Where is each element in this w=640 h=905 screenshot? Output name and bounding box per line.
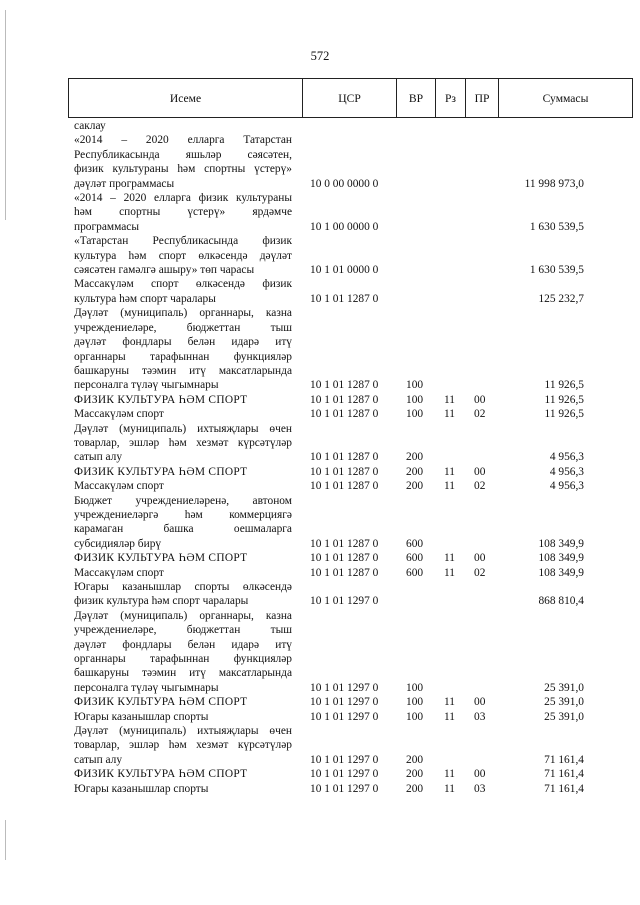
row-pr: 00 [474, 393, 486, 406]
row-name [74, 710, 292, 724]
row-vr: 100 [406, 681, 424, 694]
row-vr: 600 [406, 537, 424, 550]
row-csr: 10 1 01 1287 0 [310, 537, 379, 550]
row-vr: 100 [406, 379, 424, 392]
table-row [74, 133, 634, 191]
row-pr: 03 [474, 710, 486, 723]
table-body [74, 119, 634, 796]
table-row [74, 234, 634, 277]
row-name-line: дәүләт фондлары белән идарә итү [74, 638, 292, 651]
row-name [74, 551, 292, 565]
row-name-line: һәм спортны үстерү» ярдәмче [74, 206, 292, 219]
row-name-line: Югары казанышлар спорты [74, 710, 209, 723]
row-name-line: дәүләт программасы [74, 177, 175, 190]
table-row [74, 566, 634, 580]
row-csr: 10 1 01 1297 0 [310, 782, 379, 795]
row-vr: 100 [406, 710, 424, 723]
row-sum: 11 926,5 [544, 379, 584, 392]
row-name-line: персоналга түләү чыгымнары [74, 681, 219, 694]
table-row [74, 710, 634, 724]
table-row [74, 695, 634, 709]
table-row [74, 306, 634, 392]
row-vr: 600 [406, 552, 424, 565]
row-name-line: физик культураны һәм спортны үстерү» [74, 163, 292, 176]
table-header [68, 78, 633, 118]
row-pr: 02 [474, 408, 486, 421]
row-pr: 00 [474, 696, 486, 709]
header-name: Исеме [169, 91, 202, 105]
row-sum: 25 391,0 [544, 681, 584, 694]
header-vr: ВР [408, 91, 424, 105]
row-name-line: Дәүләт (муниципаль) ихтыяҗлары өчен [74, 725, 292, 738]
row-csr: 10 1 01 1297 0 [310, 696, 379, 709]
row-csr: 10 1 01 1287 0 [310, 393, 379, 406]
row-name-line: органнары тарафыннан функцияләр [74, 653, 292, 666]
table-row [74, 782, 634, 796]
row-csr: 10 1 01 1287 0 [310, 408, 379, 421]
row-name-line: Массакүләм спорт өлкәсендә физик [74, 278, 292, 291]
row-name-line: программасы [74, 220, 140, 233]
row-rz: 11 [444, 782, 455, 795]
row-sum: 108 349,9 [538, 537, 584, 550]
row-csr: 10 1 01 1297 0 [310, 595, 379, 608]
row-name-line: физик культура һәм спорт чаралары [74, 595, 249, 608]
row-csr: 10 1 01 1287 0 [310, 480, 379, 493]
row-name-line: органнары тарафыннан функцияләр [74, 350, 292, 363]
page-number: 572 [310, 49, 330, 63]
row-name-line: ФИЗИК КУЛЬТУРА ҺӘМ СПОРТ [74, 552, 248, 565]
row-name-line: ФИЗИК КУЛЬТУРА ҺӘМ СПОРТ [74, 696, 248, 709]
header-rz: Рз [444, 91, 457, 105]
row-vr: 200 [406, 480, 424, 493]
row-name [74, 306, 292, 392]
row-name-line: Дәүләт (муниципаль) органнары, казна [74, 609, 292, 622]
row-name-line: учреждениеләре, бюджеттан тыш [74, 321, 292, 334]
row-csr: 10 1 01 1297 0 [310, 710, 379, 723]
table-row [74, 494, 634, 552]
scan-margin-line [5, 10, 6, 220]
row-sum: 71 161,4 [544, 753, 584, 766]
row-name-line: ФИЗИК КУЛЬТУРА ҺӘМ СПОРТ [74, 465, 248, 478]
row-name [74, 767, 292, 781]
row-vr: 100 [406, 408, 424, 421]
row-name-line: товарлар, эшләр һәм хезмәт күрсәтүләр [74, 739, 292, 752]
row-csr: 10 1 01 1287 0 [310, 552, 379, 565]
row-name-line: башкаруны тәэмин итү максатларында [74, 364, 292, 377]
row-name-line: Массакүләм спорт [74, 408, 164, 421]
row-sum: 868 810,4 [538, 595, 584, 608]
row-pr: 00 [474, 768, 486, 781]
row-name-line: учреждениеләре, бюджеттан тыш [74, 624, 292, 637]
row-name-line: ФИЗИК КУЛЬТУРА ҺӘМ СПОРТ [74, 768, 248, 781]
row-name [74, 609, 292, 695]
row-name-line: культура һәм спорт өлкәсендә дәүләт [74, 249, 292, 262]
row-rz: 11 [444, 408, 455, 421]
row-pr: 00 [474, 552, 486, 565]
row-name-line: карамаган башка оешмаларга [74, 523, 292, 536]
row-csr: 10 1 00 0000 0 [310, 220, 379, 233]
row-vr: 200 [406, 753, 424, 766]
row-rz: 11 [444, 768, 455, 781]
table-row [74, 551, 634, 565]
row-csr: 10 1 01 1287 0 [310, 379, 379, 392]
row-name-line: Югары казанышлар спорты өлкәсендә [74, 581, 292, 593]
row-rz: 11 [444, 393, 455, 406]
row-rz: 11 [444, 552, 455, 565]
row-name [74, 119, 292, 133]
row-sum: 4 956,3 [549, 480, 584, 493]
row-name-line: Массакүләм спорт [74, 480, 164, 493]
row-sum: 1 630 539,5 [529, 264, 584, 277]
row-name [74, 133, 292, 191]
row-csr: 10 1 01 1287 0 [310, 465, 379, 478]
table-row [74, 465, 634, 479]
row-csr: 10 1 01 1287 0 [310, 292, 379, 305]
row-name-line: Дәүләт (муниципаль) органнары, казна [74, 307, 292, 320]
row-vr: 200 [406, 768, 424, 781]
row-sum: 11 926,5 [544, 393, 584, 406]
row-rz: 11 [444, 696, 455, 709]
row-vr: 100 [406, 696, 424, 709]
row-pr: 03 [474, 782, 486, 795]
row-sum: 125 232,7 [538, 292, 584, 305]
row-vr: 200 [406, 465, 424, 478]
row-sum: 4 956,3 [549, 451, 584, 464]
row-name-line: сатып алу [74, 451, 123, 464]
row-name [74, 422, 292, 465]
row-name [74, 566, 292, 580]
row-csr: 10 1 01 1297 0 [310, 681, 379, 694]
table-row [74, 277, 634, 306]
table-row [74, 393, 634, 407]
table-row [74, 479, 634, 493]
row-name-line: дәүләт фондлары белән идарә итү [74, 336, 292, 349]
table-row [74, 422, 634, 465]
row-sum: 71 161,4 [544, 768, 584, 781]
row-vr: 100 [406, 393, 424, 406]
row-name [74, 580, 292, 609]
row-name [74, 465, 292, 479]
row-name [74, 494, 292, 552]
row-csr: 10 1 01 1297 0 [310, 768, 379, 781]
row-sum: 11 998 973,0 [524, 177, 584, 190]
row-name [74, 695, 292, 709]
row-pr: 02 [474, 480, 486, 493]
header-pr: ПР [474, 91, 490, 105]
row-sum: 71 161,4 [544, 782, 584, 795]
row-vr: 200 [406, 782, 424, 795]
row-name-line: Дәүләт (муниципаль) ихтыяҗлары өчен [74, 422, 292, 435]
row-sum: 108 349,9 [538, 566, 584, 579]
row-name [74, 782, 292, 796]
row-name-line: Массакүләм спорт [74, 566, 164, 579]
row-name-line: «Татарстан Республикасында физик [74, 235, 292, 248]
table-row [74, 407, 634, 421]
row-name-line: башкаруны тәэмин итү максатларында [74, 667, 292, 680]
row-name [74, 407, 292, 421]
row-name-line: «2014 – 2020 елларга Татарстан [74, 134, 292, 147]
row-rz: 11 [444, 480, 455, 493]
table-row [74, 724, 634, 767]
table-row [74, 119, 634, 133]
row-csr: 10 0 00 0000 0 [310, 177, 379, 190]
row-name-line: «2014 – 2020 елларга физик культураны [74, 192, 292, 205]
table-row [74, 767, 634, 781]
row-rz: 11 [444, 566, 455, 579]
row-sum: 11 926,5 [544, 408, 584, 421]
row-name-line: культура һәм спорт чаралары [74, 292, 216, 305]
table-row [74, 191, 634, 234]
row-csr: 10 1 01 1287 0 [310, 566, 379, 579]
row-name-line: учреждениеләргә һәм коммерциягә [74, 508, 292, 521]
row-csr: 10 1 01 1297 0 [310, 753, 379, 766]
row-name-line: сәясәтен гамәлгә ашыру» төп чарасы [74, 264, 255, 277]
row-name [74, 277, 292, 306]
row-sum: 1 630 539,5 [529, 220, 584, 233]
row-name [74, 724, 292, 767]
header-sum: Суммасы [542, 91, 589, 105]
row-pr: 00 [474, 465, 486, 478]
row-name-line: ФИЗИК КУЛЬТУРА ҺӘМ СПОРТ [74, 393, 248, 406]
row-csr: 10 1 01 1287 0 [310, 451, 379, 464]
table-row [74, 609, 634, 695]
row-name-line: товарлар, эшләр һәм хезмәт күрсәтүләр [74, 436, 292, 449]
row-name [74, 393, 292, 407]
row-name-line: Югары казанышлар спорты [74, 782, 209, 795]
row-name-line: Бюджет учреждениеләренә, автоном [74, 494, 292, 507]
row-sum: 4 956,3 [549, 465, 584, 478]
row-sum: 25 391,0 [544, 710, 584, 723]
row-sum: 25 391,0 [544, 696, 584, 709]
row-name-line: сатып алу [74, 753, 123, 766]
row-rz: 11 [444, 710, 455, 723]
table-row [74, 580, 634, 609]
row-sum: 108 349,9 [538, 552, 584, 565]
row-name-line: саклау [74, 120, 106, 132]
row-name [74, 191, 292, 234]
row-name [74, 479, 292, 493]
row-pr: 02 [474, 566, 486, 579]
row-rz: 11 [444, 465, 455, 478]
row-name [74, 234, 292, 277]
row-vr: 600 [406, 566, 424, 579]
header-csr: ЦСР [338, 91, 361, 105]
row-name-line: персоналга түләү чыгымнары [74, 379, 219, 392]
row-vr: 200 [406, 451, 424, 464]
row-csr: 10 1 01 0000 0 [310, 264, 379, 277]
row-name-line: субсидияләр бирү [74, 537, 162, 550]
scan-margin-line [5, 820, 6, 860]
row-name-line: Республикасында яшьләр сәясәтен, [74, 148, 292, 161]
